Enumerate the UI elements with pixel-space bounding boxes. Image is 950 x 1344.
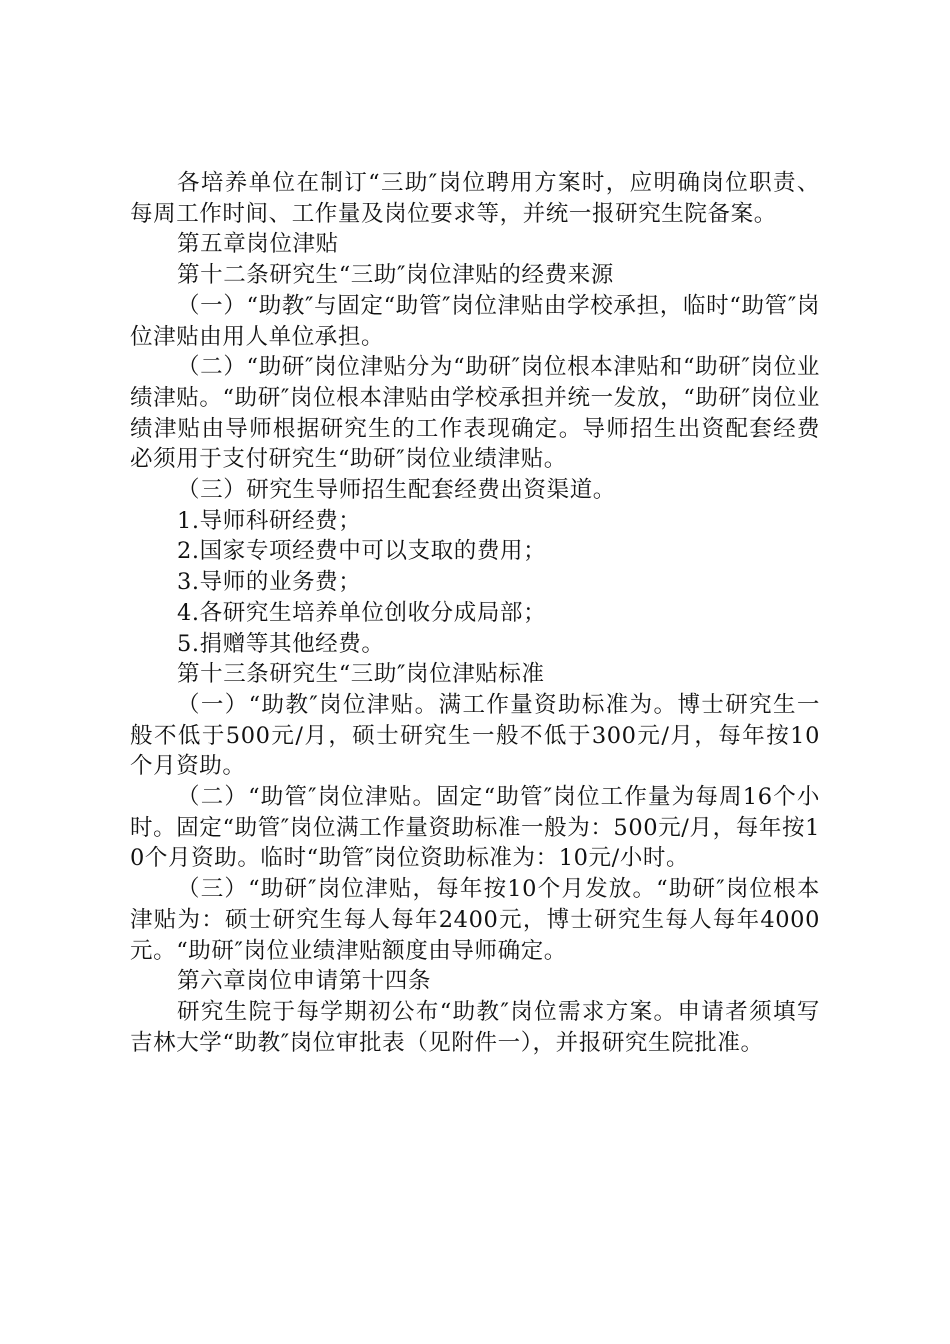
document-body [130, 168, 820, 1058]
paragraph-13-3: （三）“助研″岗位津贴，每年按10个月发放。“助研″岗位根本津贴为：硕士研究生每人每年2400元，博士研究生每人每年4000元。“助研″岗位业绩津贴额度由导师确定。 [130, 876, 820, 964]
list-item-funding-1: 1.导师科研经费； [177, 507, 362, 534]
chapter-heading-5: 第五章岗位津贴 [177, 231, 339, 258]
article-heading-12: 第十二条研究生“三助″岗位津贴的经费来源 [177, 262, 614, 289]
article-heading-13: 第十三条研究生“三助″岗位津贴标准 [177, 661, 545, 688]
paragraph-14: 研究生院于每学期初公布“助教″岗位需求方案。申请者须填写吉林大学“助教″岗位审批表（见附件一），并报研究生院批准。 [130, 998, 820, 1056]
paragraph-12-1: （一）“助教″与固定“助管″岗位津贴由学校承担，临时“助管″岗位津贴由用人单位承担。 [130, 292, 820, 350]
paragraph-12-3: （三）研究生导师招生配套经费出资渠道。 [177, 477, 616, 504]
list-item-funding-2: 2.国家专项经费中可以支取的费用； [177, 538, 547, 565]
paragraph-13-1: （一）“助教″岗位津贴。满工作量资助标准为。博士研究生一般不低于500元/月，硕士研究生一般不低于300元/月，每年按10个月资助。 [130, 691, 820, 780]
list-item-funding-3: 3.导师的业务费； [177, 569, 362, 596]
chapter-heading-6: 第六章岗位申请第十四条 [177, 968, 432, 995]
list-item-funding-4: 4.各研究生培养单位创收分成局部； [177, 599, 547, 626]
list-item-funding-5: 5.捐赠等其他经费。 [177, 630, 385, 657]
paragraph-13-2: （二）“助管″岗位津贴。固定“助管″岗位工作量为每周16个小时。固定“助管″岗位满工作量资助标准一般为：500元/月，每年按10个月资助。临时“助管″岗位资助标准为：10元/小时。 [130, 784, 820, 872]
paragraph-12-2: （二）“助研″岗位津贴分为“助研″岗位根本津贴和“助研″岗位业绩津贴。“助研″岗位根本津贴由学校承担并统一发放，“助研″岗位业绩津贴由导师根据研究生的工作表现确定。导师招生出资配套经费必须用于支付研究生“助研″岗位业绩津贴。 [130, 354, 820, 473]
paragraph-filing-requirement: 各培养单位在制订“三助″岗位聘用方案时，应明确岗位职责、每周工作时间、工作量及岗位要求等，并统一报研究生院备案。 [130, 170, 820, 227]
